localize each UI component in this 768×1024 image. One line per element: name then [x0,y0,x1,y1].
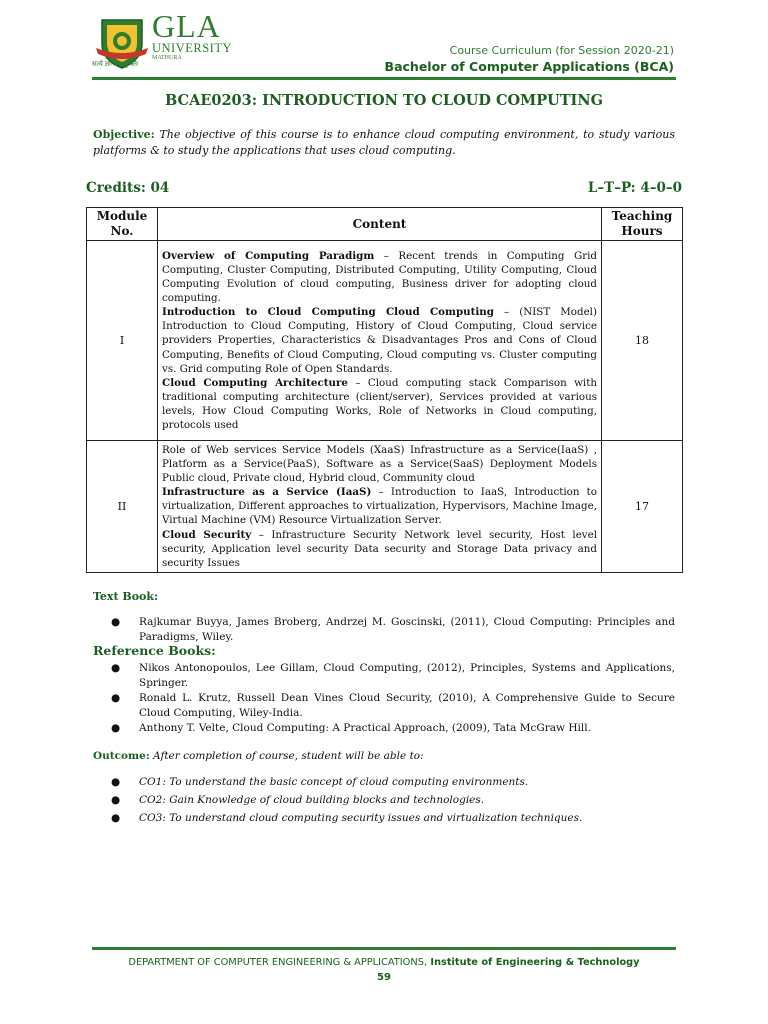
table-header-row [87,208,683,241]
para-heading: Introduction to Cloud Computing Cloud Computing [162,306,494,319]
para-text: – Introduction to IaaS, Introduction to virtualization, Different approaches to virtualization, Hypervisors, Machine Image, Virtual Machine (VM) Resource Virtualization Server. [162,486,598,527]
content-para [162,485,597,527]
module-hours: 18 [602,241,683,441]
reference-books-list [111,661,675,737]
session-text: Course Curriculum (for Session 2020-21) [449,44,674,57]
objective [93,127,675,159]
para-text: – (NIST Model) Introduction to Cloud Computing, History of Cloud Computing, Cloud service providers Properties, Characteristics & Disadvantages Pros and Cons of Cloud Computing, Benefits of Cloud Computing, Cloud computing vs. Cluster computing vs. Grid computing Role of Open Standards. [162,306,597,375]
footer-dept: DEPARTMENT OF COMPUTER ENGINEERING & APPLICATIONS, [128,957,428,968]
header-hours: Teaching Hours [602,208,683,241]
text-book-list [111,615,675,645]
module-content [158,441,602,573]
outcome-entry: CO2: Gain Knowledge of cloud building blocks and technologies. [139,794,485,806]
para-heading: Cloud Computing Architecture [162,376,348,389]
objective-text: The objective of this course is to enhance cloud computing environment, to study various platforms & to study the applications that uses cloud computing. [93,128,675,157]
bullet-icon: ● [111,662,121,674]
outcome-label: Outcome: [93,750,150,762]
logo-tagline: सत्ये ज्ञानस्य मुक्तिः [92,60,139,68]
list-item [111,775,675,790]
module-number: II [87,441,158,573]
outcome-entry: CO1: To understand the basic concept of cloud computing environments. [139,776,529,788]
logo-gla: GLA [152,8,221,44]
book-entry: Anthony T. Velte, Cloud Computing: A Practical Approach, (2009), Tata McGraw Hill. [139,722,591,734]
content-para [162,305,597,375]
objective-label: Objective: [93,128,155,141]
book-entry: Ronald L. Krutz, Russell Dean Vines Cloud Security, (2010), A Comprehensive Guide to Secure Cloud Computing, Wiley-India. [139,692,675,719]
header-right [385,44,674,74]
para-heading: Overview of Computing Paradigm [162,249,375,262]
logo-university: UNIVERSITY [152,41,232,55]
course-title: BCAE0203: INTRODUCTION TO CLOUD COMPUTING [165,92,603,109]
program-title: Bachelor of Computer Applications (BCA) [384,59,674,74]
reference-books-heading: Reference Books: [93,643,216,658]
list-item [111,615,675,644]
footer-divider [92,947,676,950]
header-content: Content [158,208,602,241]
header-divider [92,77,676,80]
ltp: L–T–P: 4–0–0 [587,180,682,196]
list-item [111,691,675,720]
credits: Credits: 04 [86,180,170,196]
module-number: I [87,241,158,441]
table-row [87,241,683,441]
outcome-entry: CO3: To understand cloud computing security issues and virtualization techniques. [139,812,583,824]
list-item [111,661,675,690]
bullet-icon: ● [111,616,121,628]
para-text: – Recent trends in Computing Grid Computing, Cluster Computing, Distributed Computing, Utility Computing, Cloud Computing Evolution of cloud computing, Business driver for adopting cloud computing. [162,249,598,305]
para-heading: Cloud Security [162,528,252,541]
module-content [158,241,602,441]
bullet-icon: ● [111,722,121,734]
list-item [111,793,675,808]
text-book-heading: Text Book: [93,590,159,603]
bullet-icon: ● [111,812,121,824]
logo-wordmark [152,10,232,62]
bullet-icon: ● [111,776,121,788]
list-item [111,811,675,826]
bullet-icon: ● [111,794,121,806]
list-item [111,721,675,736]
para-text: Role of Web services Service Models (XaaS) Infrastructure as a Service(IaaS) , Platform as a Service(PaaS), Software as a Service(SaaS) Deployment Models Public cloud, Private cloud, Hybrid cloud, Community cloud [162,444,597,485]
curriculum-table [86,207,683,573]
outcome-list [111,775,675,829]
outcome-text: After completion of course, student will be able to: [149,750,424,762]
header-module: Module No. [87,208,158,241]
book-entry: Rajkumar Buyya, James Broberg, Andrzej M. Goscinski, (2011), Cloud Computing: Principles and Paradigms, Wiley. [139,616,675,643]
table-row [87,441,683,573]
book-entry: Nikos Antonopoulos, Lee Gillam, Cloud Computing, (2012), Principles, Systems and Applications, Springer. [139,662,675,689]
para-text: – Infrastructure Security Network level security, Host level security, Application level security Data security and Storage Data privacy and security Issues [162,528,597,569]
module-hours: 17 [602,441,683,573]
content-para [162,376,597,432]
content-para [162,443,597,485]
content-para [162,249,597,305]
para-text: – Cloud computing stack Comparison with traditional computing architecture (client/server), Services provided at various levels, How Cloud Computing Works, Role of Networks in Cloud computing, protocols used [162,376,597,432]
content-para [162,528,597,570]
page-number: 59 [377,972,391,983]
footer-institute: Institute of Engineering & Technology [427,957,640,968]
outcome [93,750,424,762]
logo-city: MATHURA [152,55,182,61]
bullet-icon: ● [111,692,121,704]
footer-text [0,957,768,968]
para-heading: Infrastructure as a Service (IaaS) [162,486,372,499]
